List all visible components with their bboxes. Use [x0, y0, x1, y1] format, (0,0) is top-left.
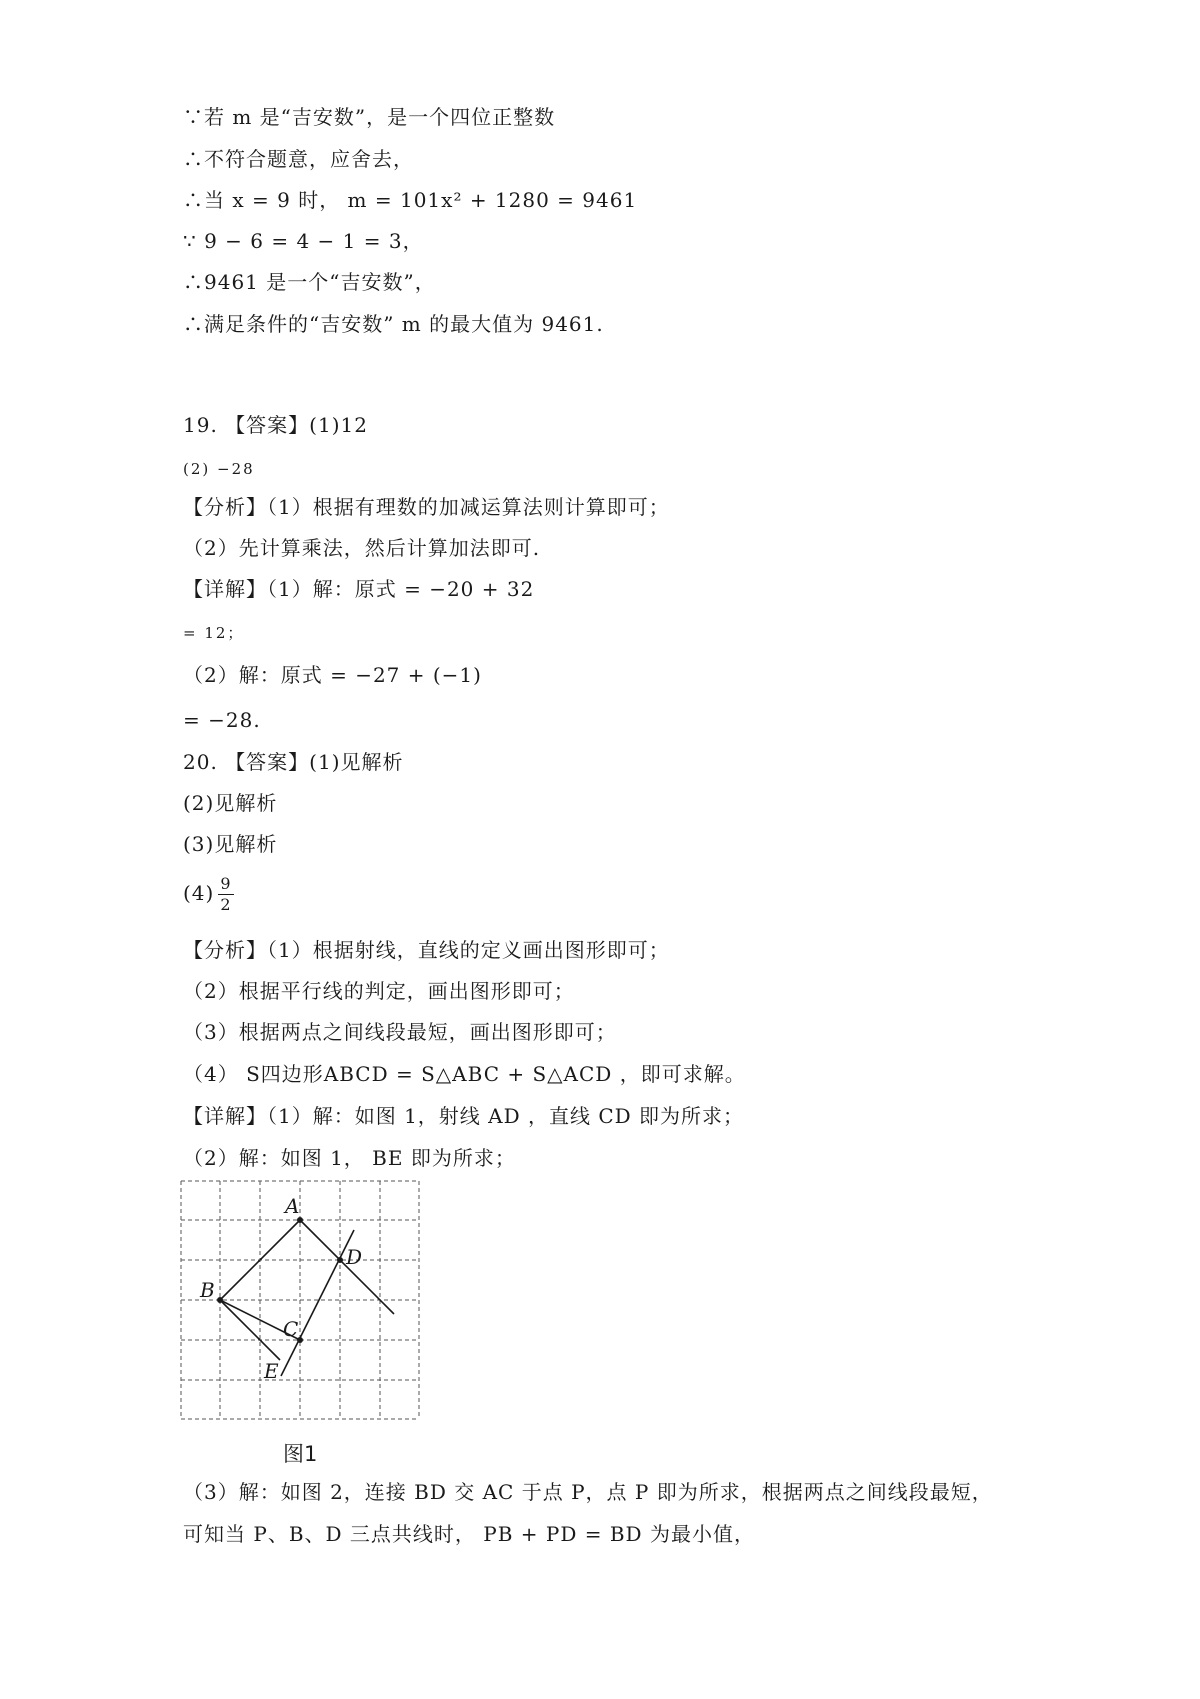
q20-answer-3: (3)见解析 — [183, 832, 278, 856]
q20-detail-2: （2）解：如图 1， BE 即为所求； — [183, 1146, 516, 1170]
line-CD — [281, 1230, 354, 1376]
label-E: E — [264, 1359, 279, 1383]
solution-line-3: ∴当 x = 9 时， m = 101x² + 1280 = 9461 — [183, 188, 638, 212]
q20-analysis-4: （4） S四边形ABCD = S△ABC + S△ACD ，即可求解。 — [183, 1062, 746, 1086]
figure-1 — [180, 1180, 420, 1420]
q19-answer-2: (2) −28 — [183, 460, 255, 478]
figure-1-caption: 图1 — [283, 1442, 318, 1466]
point-D — [337, 1257, 343, 1263]
q19-answer: 19. 【答案】(1)12 — [183, 413, 368, 437]
q20-analysis-1: 【分析】（1）根据射线，直线的定义画出图形即可； — [183, 938, 670, 962]
q20-analysis-3: （3）根据两点之间线段最短，画出图形即可； — [183, 1020, 617, 1044]
solution-line-2: ∴不符合题意，应舍去， — [183, 147, 414, 171]
label-A: A — [285, 1194, 300, 1218]
q19-detail-1: 【详解】（1）解：原式 = −20 + 32 — [183, 577, 535, 601]
fraction-denominator: 2 — [220, 895, 232, 914]
q20-answer: 20. 【答案】(1)见解析 — [183, 750, 404, 774]
q20-analysis-2: （2）根据平行线的判定，画出图形即可； — [183, 979, 575, 1003]
fraction-numerator: 9 — [220, 874, 232, 893]
grid-lines — [181, 1181, 419, 1419]
figure-points — [217, 1217, 343, 1343]
q19-analysis-2: （2）先计算乘法，然后计算加法即可. — [183, 536, 541, 560]
solution-line-4: ∵ 9 − 6 = 4 − 1 = 3， — [183, 229, 424, 253]
q20-answer-2: (2)见解析 — [183, 791, 278, 815]
q19-analysis-1: 【分析】（1）根据有理数的加减运算法则计算即可； — [183, 495, 670, 519]
solution-line-5: ∴9461 是一个“吉安数”， — [183, 270, 436, 294]
q19-detail-2: （2）解：原式 = −27 + (−1) — [183, 663, 482, 687]
solution-line-6: ∴满足条件的“吉安数” m 的最大值为 9461. — [183, 312, 604, 336]
solution-line-1: ∵若 m 是“吉安数”，是一个四位正整数 — [183, 105, 556, 129]
q20-answer-4-fraction — [218, 874, 233, 915]
point-B — [217, 1297, 223, 1303]
q20-answer-4 — [183, 874, 234, 915]
q20-detail-1: 【详解】（1）解：如图 1，射线 AD ，直线 CD 即为所求； — [183, 1104, 745, 1128]
label-B: B — [200, 1278, 215, 1302]
figure-lines — [220, 1220, 394, 1376]
q20-answer-4-prefix: (4) — [183, 881, 215, 905]
q19-detail-1b: = 12； — [183, 624, 245, 642]
label-C: C — [283, 1317, 299, 1341]
q20-detail-3b: 可知当 P、B、D 三点共线时， PB + PD = BD 为最小值， — [183, 1522, 755, 1546]
q20-detail-3a: （3）解：如图 2，连接 BD 交 AC 于点 P，点 P 即为所求，根据两点之间线段最短， — [183, 1480, 993, 1504]
figure-1-svg — [180, 1180, 420, 1420]
q19-detail-2b: = −28. — [183, 708, 261, 732]
label-D: D — [346, 1245, 363, 1269]
segment-BE — [220, 1300, 280, 1360]
